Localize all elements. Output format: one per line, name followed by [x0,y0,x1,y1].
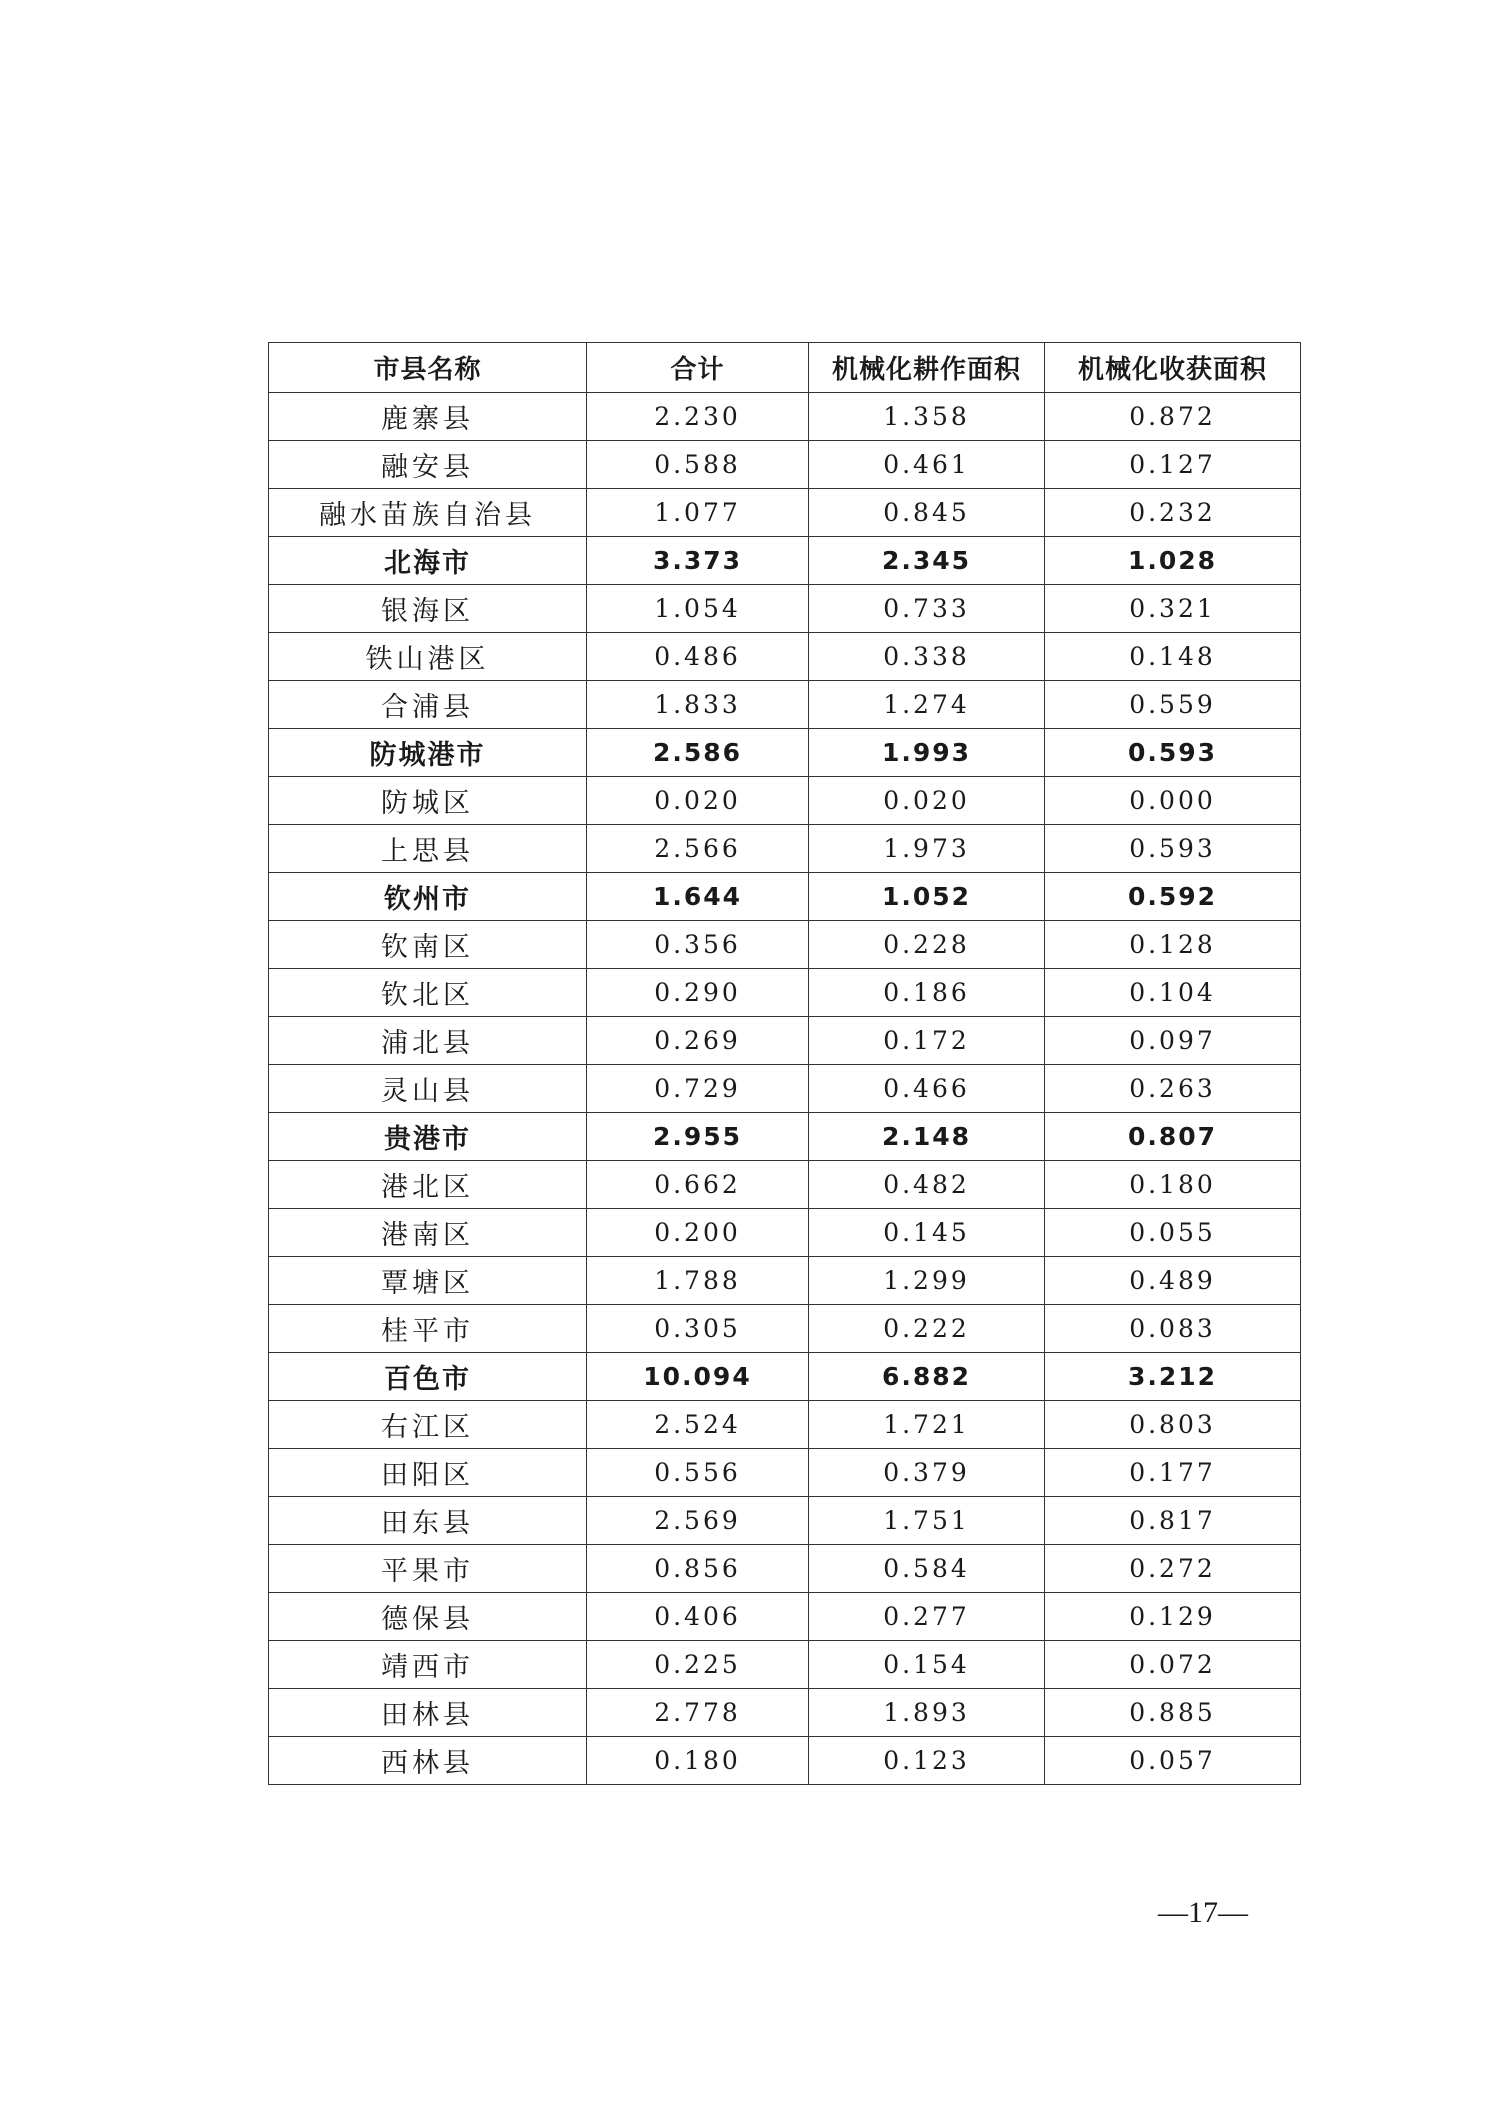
cell-tillage-area: 1.993 [809,729,1045,777]
cell-harvest-area: 0.072 [1045,1641,1301,1689]
table-row [269,585,1301,633]
cell-tillage-area: 0.145 [809,1209,1045,1257]
table-row [269,1401,1301,1449]
cell-tillage-area: 1.893 [809,1689,1045,1737]
cell-total: 2.778 [587,1689,809,1737]
cell-tillage-area: 0.338 [809,633,1045,681]
cell-harvest-area: 0.128 [1045,921,1301,969]
cell-county-name: 田林县 [269,1689,587,1737]
cell-county-name: 融安县 [269,441,587,489]
cell-county-name: 钦北区 [269,969,587,1017]
cell-tillage-area: 0.461 [809,441,1045,489]
cell-county-name: 田东县 [269,1497,587,1545]
cell-total: 2.955 [587,1113,809,1161]
cell-county-name: 贵港市 [269,1113,587,1161]
cell-tillage-area: 0.020 [809,777,1045,825]
cell-tillage-area: 0.845 [809,489,1045,537]
cell-county-name: 港北区 [269,1161,587,1209]
table-row [269,1113,1301,1161]
table-row [269,1689,1301,1737]
cell-county-name: 银海区 [269,585,587,633]
cell-county-name: 灵山县 [269,1065,587,1113]
table-row [269,537,1301,585]
page-number: —17— [1158,1896,1248,1929]
cell-county-name: 靖西市 [269,1641,587,1689]
cell-harvest-area: 0.180 [1045,1161,1301,1209]
cell-total: 3.373 [587,537,809,585]
cell-total: 0.556 [587,1449,809,1497]
table-row [269,1305,1301,1353]
cell-county-name: 钦南区 [269,921,587,969]
cell-county-name: 百色市 [269,1353,587,1401]
cell-tillage-area: 0.466 [809,1065,1045,1113]
table-row [269,681,1301,729]
table-row [269,441,1301,489]
cell-total: 0.856 [587,1545,809,1593]
table-row [269,1593,1301,1641]
cell-tillage-area: 1.721 [809,1401,1045,1449]
cell-tillage-area: 0.123 [809,1737,1045,1785]
table-row [269,729,1301,777]
table-row [269,1065,1301,1113]
cell-harvest-area: 0.263 [1045,1065,1301,1113]
cell-total: 1.788 [587,1257,809,1305]
cell-total: 2.230 [587,393,809,441]
cell-county-name: 合浦县 [269,681,587,729]
cell-harvest-area: 1.028 [1045,537,1301,585]
cell-tillage-area: 0.222 [809,1305,1045,1353]
cell-total: 0.662 [587,1161,809,1209]
cell-tillage-area: 0.172 [809,1017,1045,1065]
cell-harvest-area: 0.127 [1045,441,1301,489]
table-row [269,1017,1301,1065]
table-row [269,1209,1301,1257]
cell-county-name: 铁山港区 [269,633,587,681]
table-row [269,1497,1301,1545]
cell-harvest-area: 0.083 [1045,1305,1301,1353]
cell-harvest-area: 0.232 [1045,489,1301,537]
cell-county-name: 桂平市 [269,1305,587,1353]
cell-harvest-area: 0.885 [1045,1689,1301,1737]
cell-harvest-area: 0.057 [1045,1737,1301,1785]
table-row [269,777,1301,825]
cell-total: 1.644 [587,873,809,921]
cell-total: 0.020 [587,777,809,825]
cell-harvest-area: 0.593 [1045,729,1301,777]
cell-county-name: 平果市 [269,1545,587,1593]
table-row [269,825,1301,873]
cell-harvest-area: 0.489 [1045,1257,1301,1305]
cell-total: 0.406 [587,1593,809,1641]
cell-county-name: 覃塘区 [269,1257,587,1305]
cell-tillage-area: 6.882 [809,1353,1045,1401]
cell-total: 2.566 [587,825,809,873]
table-row [269,1449,1301,1497]
cell-tillage-area: 0.379 [809,1449,1045,1497]
table-row [269,1161,1301,1209]
cell-total: 0.290 [587,969,809,1017]
cell-county-name: 鹿寨县 [269,393,587,441]
cell-county-name: 北海市 [269,537,587,585]
table-row [269,969,1301,1017]
cell-harvest-area: 3.212 [1045,1353,1301,1401]
table-row [269,489,1301,537]
cell-harvest-area: 0.104 [1045,969,1301,1017]
cell-harvest-area: 0.097 [1045,1017,1301,1065]
header-mechanized-harvest-area: 机械化收获面积 [1045,343,1301,393]
cell-harvest-area: 0.129 [1045,1593,1301,1641]
cell-tillage-area: 1.358 [809,393,1045,441]
cell-total: 0.180 [587,1737,809,1785]
cell-harvest-area: 0.177 [1045,1449,1301,1497]
table-body [269,393,1301,1785]
cell-tillage-area: 1.973 [809,825,1045,873]
table-row [269,1641,1301,1689]
cell-total: 0.225 [587,1641,809,1689]
header-mechanized-tillage-area: 机械化耕作面积 [809,343,1045,393]
cell-tillage-area: 0.584 [809,1545,1045,1593]
table-row [269,1257,1301,1305]
mechanization-area-table [268,342,1301,1785]
cell-total: 1.077 [587,489,809,537]
cell-county-name: 港南区 [269,1209,587,1257]
cell-harvest-area: 0.593 [1045,825,1301,873]
cell-total: 1.054 [587,585,809,633]
table-row [269,633,1301,681]
cell-total: 0.729 [587,1065,809,1113]
cell-harvest-area: 0.807 [1045,1113,1301,1161]
cell-total: 0.588 [587,441,809,489]
cell-tillage-area: 1.299 [809,1257,1045,1305]
cell-county-name: 钦州市 [269,873,587,921]
cell-tillage-area: 2.345 [809,537,1045,585]
cell-tillage-area: 0.228 [809,921,1045,969]
cell-county-name: 融水苗族自治县 [269,489,587,537]
cell-total: 2.569 [587,1497,809,1545]
cell-county-name: 防城区 [269,777,587,825]
cell-harvest-area: 0.148 [1045,633,1301,681]
cell-tillage-area: 0.733 [809,585,1045,633]
cell-county-name: 德保县 [269,1593,587,1641]
cell-harvest-area: 0.803 [1045,1401,1301,1449]
cell-county-name: 右江区 [269,1401,587,1449]
cell-harvest-area: 0.817 [1045,1497,1301,1545]
cell-harvest-area: 0.592 [1045,873,1301,921]
header-total: 合计 [587,343,809,393]
cell-total: 10.094 [587,1353,809,1401]
table-row [269,393,1301,441]
cell-tillage-area: 0.154 [809,1641,1045,1689]
cell-harvest-area: 0.872 [1045,393,1301,441]
cell-county-name: 防城港市 [269,729,587,777]
cell-county-name: 浦北县 [269,1017,587,1065]
cell-county-name: 西林县 [269,1737,587,1785]
cell-tillage-area: 0.186 [809,969,1045,1017]
cell-tillage-area: 1.052 [809,873,1045,921]
cell-county-name: 上思县 [269,825,587,873]
cell-total: 0.269 [587,1017,809,1065]
cell-tillage-area: 1.751 [809,1497,1045,1545]
cell-total: 2.524 [587,1401,809,1449]
cell-harvest-area: 0.272 [1045,1545,1301,1593]
table-header-row [269,343,1301,393]
cell-tillage-area: 0.277 [809,1593,1045,1641]
cell-county-name: 田阳区 [269,1449,587,1497]
cell-tillage-area: 2.148 [809,1113,1045,1161]
cell-harvest-area: 0.559 [1045,681,1301,729]
cell-total: 0.305 [587,1305,809,1353]
cell-total: 2.586 [587,729,809,777]
cell-harvest-area: 0.000 [1045,777,1301,825]
table-row [269,1353,1301,1401]
header-county-name: 市县名称 [269,343,587,393]
cell-harvest-area: 0.321 [1045,585,1301,633]
table-row [269,873,1301,921]
table-row [269,921,1301,969]
cell-total: 1.833 [587,681,809,729]
cell-tillage-area: 0.482 [809,1161,1045,1209]
cell-tillage-area: 1.274 [809,681,1045,729]
cell-total: 0.200 [587,1209,809,1257]
table-row [269,1545,1301,1593]
cell-total: 0.486 [587,633,809,681]
cell-total: 0.356 [587,921,809,969]
cell-harvest-area: 0.055 [1045,1209,1301,1257]
table-row [269,1737,1301,1785]
